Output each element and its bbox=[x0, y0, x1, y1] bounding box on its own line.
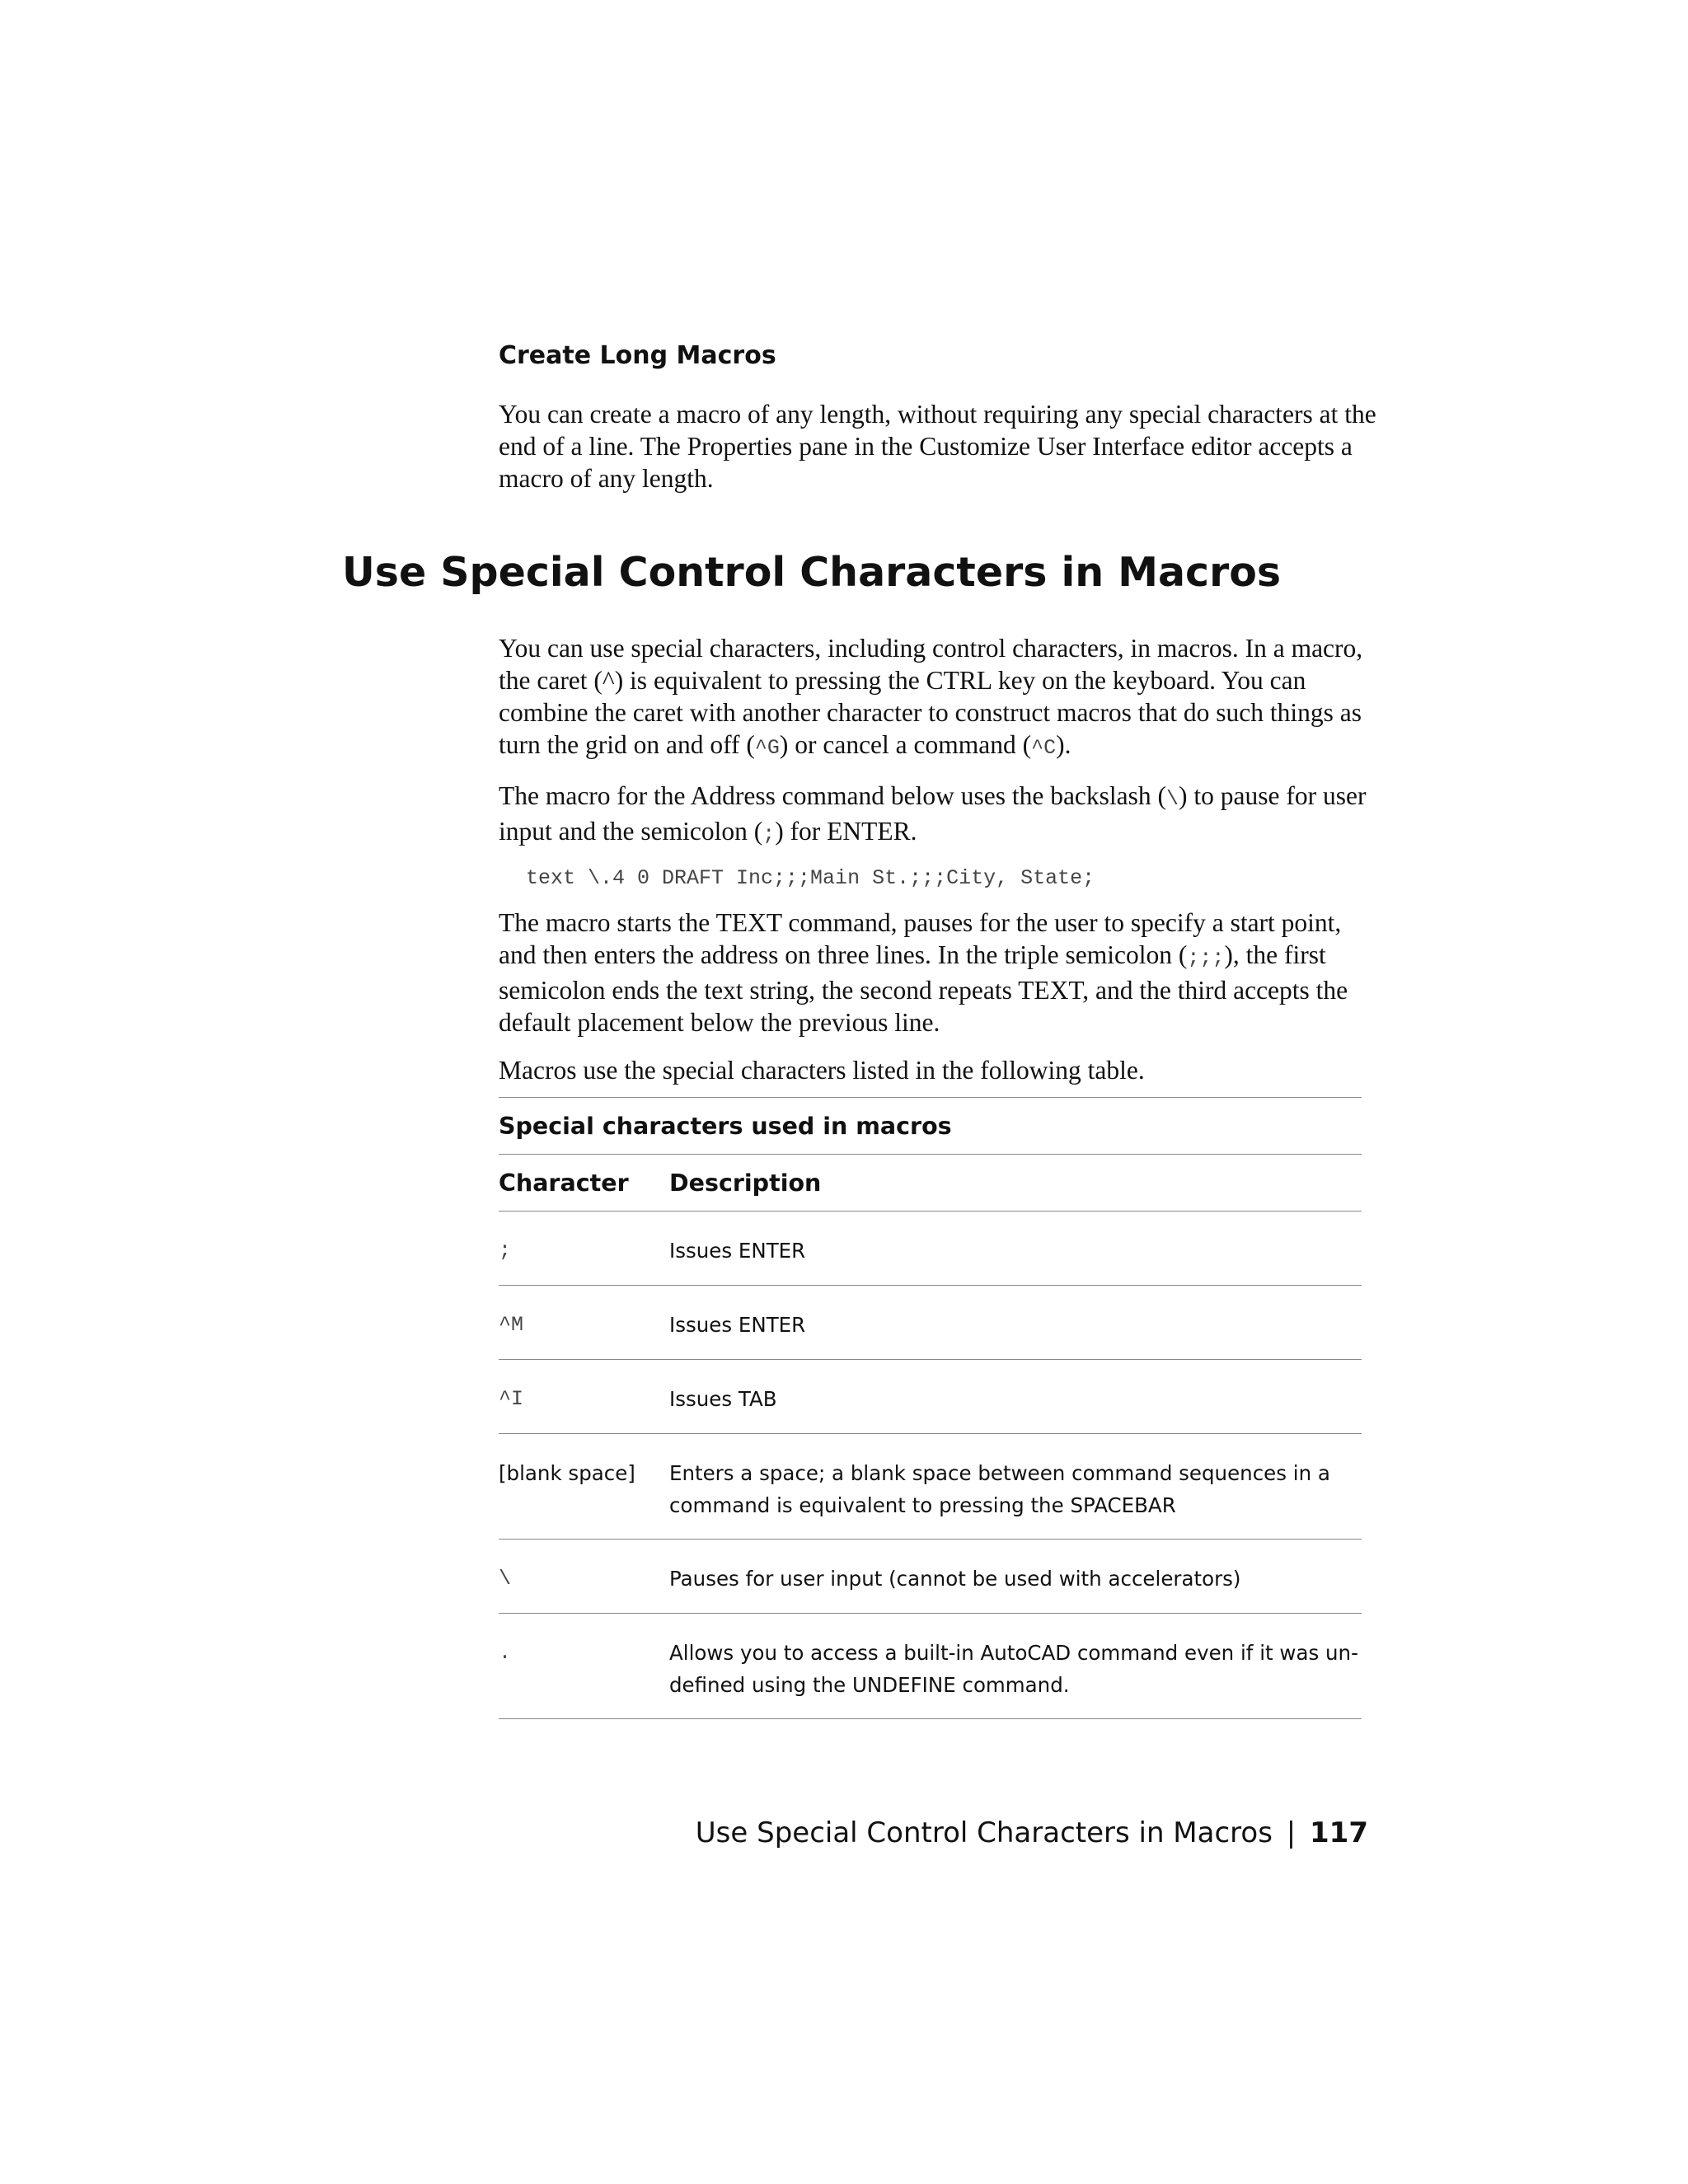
character-cell: ^M bbox=[499, 1313, 524, 1337]
paragraph-control-characters: You can use special characters, including control characters, in macros. In a macro, the caret (^) is equivalent to pressing the CTRL key on the keyboard. You can combine the caret with another character to construct macros that do such things as turn the grid on and off (^G) or cancel a command (^C). bbox=[499, 634, 1363, 760]
column-header-description: Description bbox=[669, 1169, 822, 1197]
section-heading: Use Special Control Characters in Macros bbox=[342, 549, 1282, 596]
character-cell: ; bbox=[499, 1239, 512, 1263]
paragraph-address-macro: The macro for the Address command below uses the backslash (\) to pause for user input and the semicolon (;) for ENTER. bbox=[499, 781, 1367, 846]
table-row bbox=[499, 1540, 1362, 1613]
inline-code-grid-toggle: ^G bbox=[754, 736, 780, 760]
subsection-title: Create Long Macros bbox=[499, 341, 776, 370]
inline-code-cancel: ^C bbox=[1031, 736, 1057, 760]
table-rule bbox=[499, 1718, 1362, 1719]
special-characters-table bbox=[499, 1097, 1362, 1719]
character-cell: . bbox=[499, 1641, 512, 1665]
description-cell: Issues TAB bbox=[669, 1387, 777, 1411]
description-cell: Pauses for user input (cannot be used with accelerators) bbox=[669, 1567, 1241, 1591]
page-number: 117 bbox=[1310, 1816, 1368, 1849]
character-cell: \ bbox=[499, 1567, 512, 1591]
inline-code-backslash: \ bbox=[1166, 787, 1179, 811]
table-row bbox=[499, 1360, 1362, 1433]
character-cell: [blank space] bbox=[499, 1461, 635, 1485]
paragraph-table-intro: Macros use the special characters listed in the following table. bbox=[499, 1056, 1145, 1085]
running-title: Use Special Control Characters in Macros bbox=[695, 1816, 1273, 1849]
character-cell: ^I bbox=[499, 1387, 524, 1411]
table-caption: Special characters used in macros bbox=[499, 1112, 952, 1140]
table-header-row bbox=[499, 1155, 1362, 1211]
subsection-paragraph: You can create a macro of any length, without requiring any special characters at the end of a line. The Properties pane in the Customize User Interface editor accepts a macro of any length. bbox=[499, 400, 1376, 493]
column-header-character: Character bbox=[499, 1169, 629, 1197]
table-row bbox=[499, 1434, 1362, 1539]
description-cell: Enters a space; a blank space between command sequences in a command is equivalent to pressing the SPACEBAR bbox=[669, 1461, 1330, 1517]
inline-code-triple-semicolon: ;;; bbox=[1187, 946, 1225, 970]
page-footer bbox=[696, 1813, 1368, 1853]
description-cell: Issues ENTER bbox=[669, 1239, 806, 1263]
inline-code-semicolon: ; bbox=[762, 823, 776, 846]
table-row bbox=[499, 1614, 1362, 1718]
footer-separator: | bbox=[1286, 1816, 1296, 1849]
table-row bbox=[499, 1286, 1362, 1359]
code-example: text \.4 0 DRAFT Inc;;;Main St.;;;City, State; bbox=[526, 866, 1095, 890]
section-body bbox=[499, 632, 1381, 1086]
paragraph-macro-explanation: The macro starts the TEXT command, pauses for the user to specify a start point, and then enters the address on three lines. In the triple semicolon (;;;), the first semicolon ends the text string, the second repeats TEXT, and the third accepts the default placement below the previous line. bbox=[499, 908, 1348, 1037]
description-cell: Issues ENTER bbox=[669, 1313, 806, 1337]
table-row bbox=[499, 1212, 1362, 1285]
description-cell: Allows you to access a built-in AutoCAD command even if it was un-defined using the UNDEFINE command. bbox=[669, 1641, 1358, 1697]
